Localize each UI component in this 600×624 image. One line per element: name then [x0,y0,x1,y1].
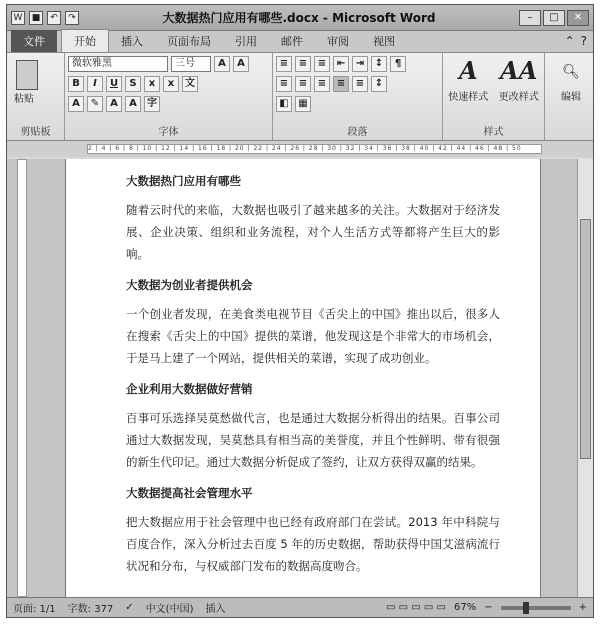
zoom-out-button[interactable]: − [484,602,493,613]
page-count[interactable]: 页面: 1/1 [13,604,56,615]
styles-group [443,53,545,140]
editing-button[interactable] [548,56,594,103]
strikethrough-button[interactable]: S [125,76,141,92]
close-button[interactable]: ✕ [567,10,589,26]
tab-page-layout[interactable]: 页面布局 [167,35,211,48]
heading-1: 大数据热门应用有哪些 [126,174,241,188]
help-icon[interactable]: ? [580,34,587,48]
tab-home[interactable]: 开始 [61,29,109,52]
align-center-icon[interactable]: ≡ [295,76,311,92]
word-count[interactable]: 字数: 377 [67,604,114,615]
quick-styles-icon: A [458,56,478,85]
tab-mailings[interactable]: 邮件 [281,35,303,48]
show-marks-icon[interactable]: ¶ [390,56,406,72]
save-icon[interactable]: ■ [29,11,43,25]
tab-file[interactable]: 文件 [11,30,57,52]
font-size-select[interactable]: 三号 [171,56,211,72]
word-window [6,4,594,618]
change-styles-icon: AA [500,56,538,85]
sort-icon[interactable]: ↕ [371,56,387,72]
border-icon[interactable]: ▦ [295,96,311,112]
horizontal-ruler[interactable]: 2 | 4 | 6 | 8 | 10 | 12 | 14 | 16 | 18 | 20 | 22 | 24 | 26 | 28 | 30 | 32 | 34 | 36 | 38 | 40 | 42 | 44 | 46 | 48 | 50 [87,144,542,154]
language-indicator[interactable]: 中文(中国) [145,604,194,615]
quick-access-toolbar [11,11,79,25]
font-group [65,53,273,140]
paste-icon[interactable] [16,60,38,90]
window-title: 大数据热门应用有哪些.docx - Microsoft Word [162,11,436,25]
distributed-icon[interactable]: ≡ [352,76,368,92]
view-buttons[interactable]: ▭ ▭ ▭ ▭ ▭ [386,602,446,613]
vertical-ruler[interactable] [17,159,27,597]
italic-button[interactable]: I [87,76,103,92]
increase-indent-icon[interactable]: ⇥ [352,56,368,72]
zoom-slider[interactable] [501,606,571,610]
quick-styles-button[interactable] [446,56,491,103]
align-left-icon[interactable]: ≡ [276,76,292,92]
highlight-icon[interactable]: ✎ [87,96,103,112]
paragraph-2: 一个创业者发现，在美食类电视节目《舌尖上的中国》推出以后，很多人在搜索《舌尖上的中国》提供的菜谱，他发现这是个非常大的市场机会，于是马上建了一个网站，提供相关的菜谱，实现了成功创业。 [126,307,500,365]
font-color-icon[interactable]: A [106,96,122,112]
undo-icon[interactable]: ↶ [47,11,61,25]
line-spacing-icon[interactable]: ↕ [371,76,387,92]
zoom-slider-knob[interactable] [523,602,529,614]
insert-mode[interactable]: 插入 [205,604,226,615]
multilevel-list-icon[interactable]: ≡ [314,56,330,72]
ribbon [7,53,593,141]
maximize-button[interactable]: □ [543,10,565,26]
paragraph-1: 随着云时代的来临，大数据也吸引了越来越多的关注。大数据对于经济发展、企业决策、组织和业务流程，对个人生活方式等都将产生巨大的影响。 [126,203,500,261]
title-bar [7,5,593,31]
text-effect-icon[interactable]: A [68,96,84,112]
status-bar [7,597,593,617]
tab-view[interactable]: 视图 [373,35,395,48]
phonetic-icon[interactable]: 文 [182,76,198,92]
zoom-in-button[interactable]: + [578,602,587,613]
subscript-button[interactable]: x [144,76,160,92]
spellcheck-icon[interactable]: ✓ [125,602,134,613]
editing-group [545,53,593,140]
tab-insert[interactable]: 插入 [121,35,143,48]
ribbon-tabs [7,31,593,53]
paragraph-group [273,53,443,140]
decrease-indent-icon[interactable]: ⇤ [333,56,349,72]
document-page[interactable] [65,159,541,597]
char-shading-icon[interactable]: A [125,96,141,112]
change-styles-label: 更改样式 [498,92,539,103]
heading-4: 大数据提高社会管理水平 [126,486,253,500]
redo-icon[interactable]: ↷ [65,11,79,25]
change-styles-button[interactable] [497,56,542,103]
tab-references[interactable]: 引用 [235,35,257,48]
paste-button[interactable]: 粘贴 [14,94,34,105]
font-family-select[interactable]: 微软雅黑 [68,56,168,72]
editing-label: 编辑 [561,92,581,103]
horizontal-ruler-row [7,141,593,157]
vertical-scrollbar[interactable] [577,159,593,597]
find-icon: 🔍︎ [562,64,580,80]
paragraph-3: 百事可乐选择吴莫愁做代言，也是通过大数据分析得出的结果。百事公司通过大数据发现，吴莫愁具有相当高的美誉度，并且个性鲜明、带有很强的新生代印记。通过大数据分析促成了签约，让双方获得双赢的结果。 [126,411,500,469]
heading-2: 大数据为创业者提供机会 [126,278,253,292]
scrollbar-thumb[interactable] [580,219,591,459]
clear-format-icon[interactable]: A [233,56,249,72]
bullets-icon[interactable]: ≡ [276,56,292,72]
paragraph-4: 把大数据应用于社会管理中也已经有政府部门在尝试。2013 年中科院与百度合作，深入分析过去百度 5 年的历史数据，帮助获得中国艾滋病流行状况和分布，与权威部门发布的数据高度吻合。 [126,515,500,573]
word-logo-icon: W [11,11,25,25]
underline-button[interactable]: U [106,76,122,92]
minimize-button[interactable]: – [519,10,541,26]
grow-font-icon[interactable]: A [214,56,230,72]
align-right-icon[interactable]: ≡ [314,76,330,92]
group-label: 字体 [158,127,179,138]
heading-3: 企业利用大数据做好营销 [126,382,253,396]
enclose-char-icon[interactable]: 字 [144,96,160,112]
bold-button[interactable]: B [68,76,84,92]
minimize-ribbon-icon[interactable]: ⌃ [564,34,575,48]
group-label: 剪贴板 [20,127,51,138]
numbering-icon[interactable]: ≡ [295,56,311,72]
group-label: 段落 [347,127,368,138]
document-area [7,159,593,597]
shading-icon[interactable]: ◧ [276,96,292,112]
group-label: 样式 [483,127,504,138]
justify-icon[interactable]: ≡ [333,76,349,92]
zoom-level[interactable]: 67% [453,602,477,613]
quick-styles-label: 快速样式 [448,92,489,103]
clipboard-group [7,53,65,140]
tab-review[interactable]: 审阅 [327,35,349,48]
superscript-button[interactable]: x [163,76,179,92]
